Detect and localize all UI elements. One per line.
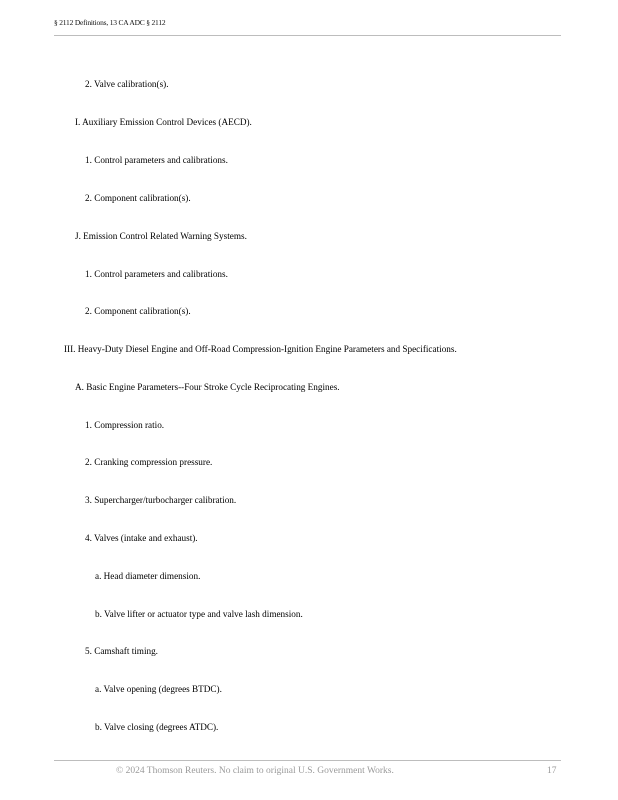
section-heading-warning-systems: J. Emission Control Related Warning Systems.: [75, 231, 247, 241]
sub-item-head-diameter: a. Head diameter dimension.: [95, 571, 201, 581]
footer-divider: [54, 760, 561, 761]
section-heading-aecd: I. Auxiliary Emission Control Devices (AECD).: [75, 117, 252, 127]
section-heading-basic-engine-params: A. Basic Engine Parameters--Four Stroke Cycle Reciprocating Engines.: [75, 382, 340, 392]
list-item-supercharger-calibration: 3. Supercharger/turbocharger calibration.: [85, 495, 237, 505]
list-item-control-parameters: 1. Control parameters and calibrations.: [85, 269, 228, 279]
list-item-control-parameters: 1. Control parameters and calibrations.: [85, 155, 228, 165]
sub-item-valve-lifter: b. Valve lifter or actuator type and valve lash dimension.: [95, 609, 303, 619]
page-number: 17: [547, 766, 557, 776]
list-item-compression-ratio: 1. Compression ratio.: [85, 420, 165, 430]
list-item-camshaft-timing: 5. Camshaft timing.: [85, 646, 158, 656]
list-item-valves: 4. Valves (intake and exhaust).: [85, 533, 198, 543]
sub-item-valve-opening: a. Valve opening (degrees BTDC).: [95, 684, 222, 694]
running-header: § 2112 Definitions, 13 CA ADC § 2112: [54, 18, 166, 27]
sub-item-valve-closing: b. Valve closing (degrees ATDC).: [95, 722, 219, 732]
list-item-component-calibration: 2. Component calibration(s).: [85, 193, 191, 203]
header-divider: [54, 35, 561, 36]
list-item-component-calibration: 2. Component calibration(s).: [85, 306, 191, 316]
list-item-valve-calibration: 2. Valve calibration(s).: [85, 79, 169, 89]
copyright-notice: © 2024 Thomson Reuters. No claim to original U.S. Government Works.: [116, 766, 394, 776]
list-item-cranking-pressure: 2. Cranking compression pressure.: [85, 457, 213, 467]
part-heading-heavy-duty-diesel: III. Heavy-Duty Diesel Engine and Off-Road Compression-Ignition Engine Parameters and Specifications.: [64, 344, 457, 354]
